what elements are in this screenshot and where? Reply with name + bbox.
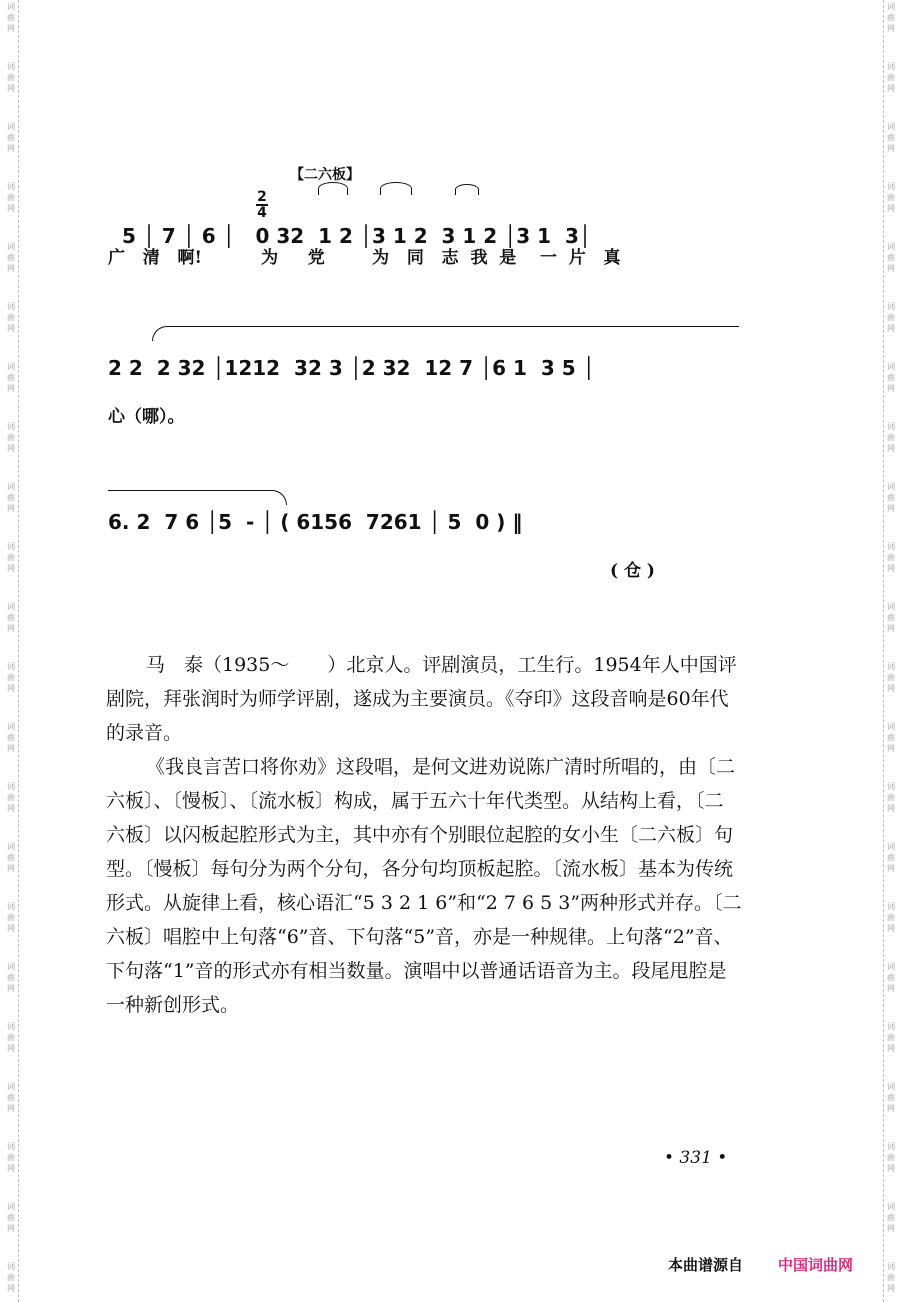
watermark-glyph: 词	[7, 302, 15, 311]
watermark-glyph: 网	[887, 1044, 895, 1053]
watermark-glyph: 曲	[7, 1093, 15, 1102]
watermark-glyph: 曲	[7, 193, 15, 202]
watermark-glyph: 网	[887, 504, 895, 513]
watermark-glyph: 网	[887, 384, 895, 393]
watermark-glyph: 网	[887, 444, 895, 453]
watermark-glyph: 词	[7, 662, 15, 671]
watermark-glyph: 网	[7, 84, 15, 93]
watermark-glyph: 曲	[887, 313, 895, 322]
watermark-glyph: 曲	[7, 673, 15, 682]
watermark-glyph: 词	[7, 782, 15, 791]
watermark-glyph: 词	[7, 842, 15, 851]
notation-row-1	[108, 200, 591, 248]
watermark-glyph: 词	[887, 362, 895, 371]
watermark-glyph: 网	[887, 564, 895, 573]
watermark-glyph: 网	[887, 24, 895, 33]
watermark-glyph: 曲	[887, 73, 895, 82]
watermark-glyph: 曲	[887, 193, 895, 202]
watermark-glyph: 曲	[887, 1093, 895, 1102]
watermark-glyph: 曲	[887, 1153, 895, 1162]
watermark-glyph: 词	[887, 482, 895, 491]
watermark-glyph: 网	[7, 1284, 15, 1293]
watermark-glyph: 网	[7, 444, 15, 453]
watermark-glyph: 词	[7, 542, 15, 551]
watermark-glyph: 词	[887, 962, 895, 971]
watermark-glyph: 词	[887, 242, 895, 251]
watermark-glyph: 网	[887, 624, 895, 633]
watermark-glyph: 网	[7, 1164, 15, 1173]
watermark-glyph: 网	[887, 1284, 895, 1293]
watermark-glyph: 曲	[887, 253, 895, 262]
watermark-glyph: 网	[7, 744, 15, 753]
slur	[455, 184, 479, 195]
watermark-glyph: 曲	[7, 433, 15, 442]
watermark-glyph: 词	[887, 722, 895, 731]
notation-row-3: 6. 2 7 6 │5 - │ ( 6156 7261 │ 5 0 ) ‖	[108, 510, 523, 534]
watermark-glyph: 网	[7, 264, 15, 273]
watermark-glyph: 网	[7, 24, 15, 33]
watermark-glyph: 曲	[887, 373, 895, 382]
watermark-glyph: 网	[887, 684, 895, 693]
watermark-glyph: 词	[7, 1202, 15, 1211]
watermark-glyph: 网	[7, 1224, 15, 1233]
watermark-glyph: 曲	[7, 913, 15, 922]
watermark-glyph: 曲	[7, 973, 15, 982]
watermark-glyph: 曲	[887, 433, 895, 442]
row1-notes: 5 │ 7 │ 6 │ 0 32 1 2 │3 1 2 3 1 2 │3 1 3│	[121, 224, 591, 248]
watermark-glyph: 词	[7, 962, 15, 971]
watermark-glyph: 网	[887, 1104, 895, 1113]
watermark-glyph: 网	[7, 684, 15, 693]
watermark-glyph: 网	[887, 264, 895, 273]
tie-arc	[108, 490, 287, 505]
footer-source-label: 本曲谱源自	[668, 1256, 744, 1274]
watermark-glyph: 曲	[7, 73, 15, 82]
watermark-glyph: 曲	[7, 1153, 15, 1162]
watermark-glyph: 词	[7, 422, 15, 431]
watermark-glyph: 曲	[887, 553, 895, 562]
watermark-glyph: 网	[7, 1104, 15, 1113]
paragraph-2: 《我良言苦口将你劝》这段唱，是何文进劝说陈广清时所唱的，由〔二六板〕、〔慢板〕、〔流水板〕构成，属于五六十年代类型。从结构上看，〔二六板〕以闪板起腔形式为主，其中亦有个别眼位起腔的女小生〔二六板〕句型。〔慢板〕每句分为两个分句，各分句均顶板起腔。〔流水板〕基本为传统形式。从旋律上看，核心语汇“5 3 2 1 6”和“2 7 6 5 3”两种形式并存。〔二六板〕唱腔中上句落“6”音、下句落“5”音，亦是一种规律。上句落“2”音、下句落“1”音的形式亦有相当数量。演唱中以普通话语音为主。段尾甩腔是一种新创形式。	[106, 756, 742, 1016]
footer-site-name: 中国词曲网	[778, 1256, 854, 1274]
slur	[380, 182, 412, 195]
watermark-glyph: 词	[7, 482, 15, 491]
watermark-glyph: 网	[887, 804, 895, 813]
watermark-glyph: 词	[7, 1142, 15, 1151]
watermark-glyph: 网	[887, 1224, 895, 1233]
watermark-glyph: 网	[887, 924, 895, 933]
watermark-glyph: 曲	[7, 613, 15, 622]
watermark-glyph: 曲	[7, 793, 15, 802]
watermark-glyph: 词	[887, 662, 895, 671]
notation-row-2: 2 2 2 32 │1212 32 3 │2 32 12 7 │6 1 3 5 │	[108, 356, 595, 380]
watermark-glyph: 曲	[7, 733, 15, 742]
watermark-glyph: 曲	[887, 793, 895, 802]
watermark-glyph: 词	[887, 842, 895, 851]
watermark-glyph: 曲	[887, 853, 895, 862]
watermark-glyph: 词	[887, 62, 895, 71]
paragraph-1: 马 泰（1935～ ）北京人。评剧演员，工生行。1954年人中国评剧院，拜张润时为师学评剧，遂成为主要演员。《夺印》这段音响是60年代的录音。	[106, 654, 737, 744]
watermark-glyph: 网	[887, 144, 895, 153]
time-signature: 2 4	[257, 189, 267, 221]
watermark-glyph: 词	[7, 602, 15, 611]
watermark-glyph: 曲	[887, 973, 895, 982]
watermark-glyph: 网	[7, 564, 15, 573]
watermark-glyph: 词	[887, 1082, 895, 1091]
watermark-glyph: 词	[7, 1262, 15, 1271]
watermark-glyph: 曲	[887, 673, 895, 682]
watermark-glyph: 词	[887, 1142, 895, 1151]
watermark-glyph: 词	[7, 902, 15, 911]
watermark-glyph: 曲	[887, 1273, 895, 1282]
watermark-glyph: 曲	[7, 253, 15, 262]
watermark-glyph: 网	[7, 984, 15, 993]
watermark-glyph: 曲	[7, 313, 15, 322]
page-number: • 331 •	[664, 1148, 728, 1168]
watermark-glyph: 词	[887, 602, 895, 611]
watermark-glyph: 网	[887, 204, 895, 213]
watermark-glyph: 曲	[7, 133, 15, 142]
watermark-glyph: 曲	[7, 853, 15, 862]
watermark-glyph: 词	[887, 122, 895, 131]
watermark-glyph: 曲	[887, 1033, 895, 1042]
watermark-glyph: 词	[7, 722, 15, 731]
watermark-glyph: 词	[7, 2, 15, 11]
watermark-glyph: 网	[887, 324, 895, 333]
watermark-glyph: 曲	[7, 493, 15, 502]
watermark-glyph: 网	[7, 384, 15, 393]
watermark-glyph: 网	[887, 864, 895, 873]
watermark-glyph: 词	[7, 362, 15, 371]
watermark-glyph: 词	[7, 62, 15, 71]
watermark-glyph: 网	[887, 84, 895, 93]
watermark-glyph: 曲	[887, 913, 895, 922]
watermark-glyph: 曲	[887, 13, 895, 22]
watermark-glyph: 网	[7, 204, 15, 213]
watermark-glyph: 词	[887, 902, 895, 911]
watermark-glyph: 词	[7, 122, 15, 131]
watermark-glyph: 曲	[7, 373, 15, 382]
watermark-glyph: 网	[887, 744, 895, 753]
watermark-glyph: 网	[887, 984, 895, 993]
watermark-glyph: 网	[7, 324, 15, 333]
watermark-glyph: 词	[7, 1022, 15, 1031]
slur	[318, 182, 348, 195]
watermark-glyph: 网	[7, 504, 15, 513]
watermark-glyph: 网	[7, 144, 15, 153]
watermark-glyph: 词	[887, 302, 895, 311]
section-label: 【二六板】	[290, 167, 360, 183]
watermark-glyph: 网	[7, 864, 15, 873]
watermark-glyph: 词	[7, 1082, 15, 1091]
watermark-glyph: 词	[887, 2, 895, 11]
watermark-glyph: 曲	[887, 133, 895, 142]
watermark-glyph: 词	[887, 542, 895, 551]
watermark-glyph: 网	[7, 1044, 15, 1053]
watermark-glyph: 词	[7, 242, 15, 251]
watermark-glyph: 词	[887, 182, 895, 191]
tie-arc	[152, 326, 739, 341]
watermark-glyph: 曲	[7, 1033, 15, 1042]
watermark-glyph: 词	[887, 782, 895, 791]
watermark-glyph: 词	[7, 182, 15, 191]
lyrics-row-2: 心（哪）。	[108, 407, 185, 427]
watermark-glyph: 词	[887, 1022, 895, 1031]
watermark-glyph: 曲	[7, 13, 15, 22]
watermark-glyph: 曲	[7, 1213, 15, 1222]
watermark-glyph: 网	[887, 1164, 895, 1173]
watermark-glyph: 曲	[7, 1273, 15, 1282]
watermark-glyph: 曲	[887, 733, 895, 742]
watermark-glyph: 词	[887, 1202, 895, 1211]
watermark-glyph: 曲	[887, 613, 895, 622]
watermark-glyph: 网	[7, 624, 15, 633]
watermark-glyph: 词	[887, 422, 895, 431]
lyrics-row-1: 广 清 啊! 为 党 为 同 志 我 是 一 片 真	[108, 248, 621, 268]
watermark-glyph: 词	[887, 1262, 895, 1271]
watermark-glyph: 曲	[887, 1213, 895, 1222]
watermark-glyph: 曲	[887, 493, 895, 502]
percussion-note: ( 仓 )	[610, 561, 655, 581]
watermark-glyph: 曲	[7, 553, 15, 562]
commentary	[106, 648, 742, 1022]
watermark-glyph: 网	[7, 924, 15, 933]
watermark-glyph: 网	[7, 804, 15, 813]
